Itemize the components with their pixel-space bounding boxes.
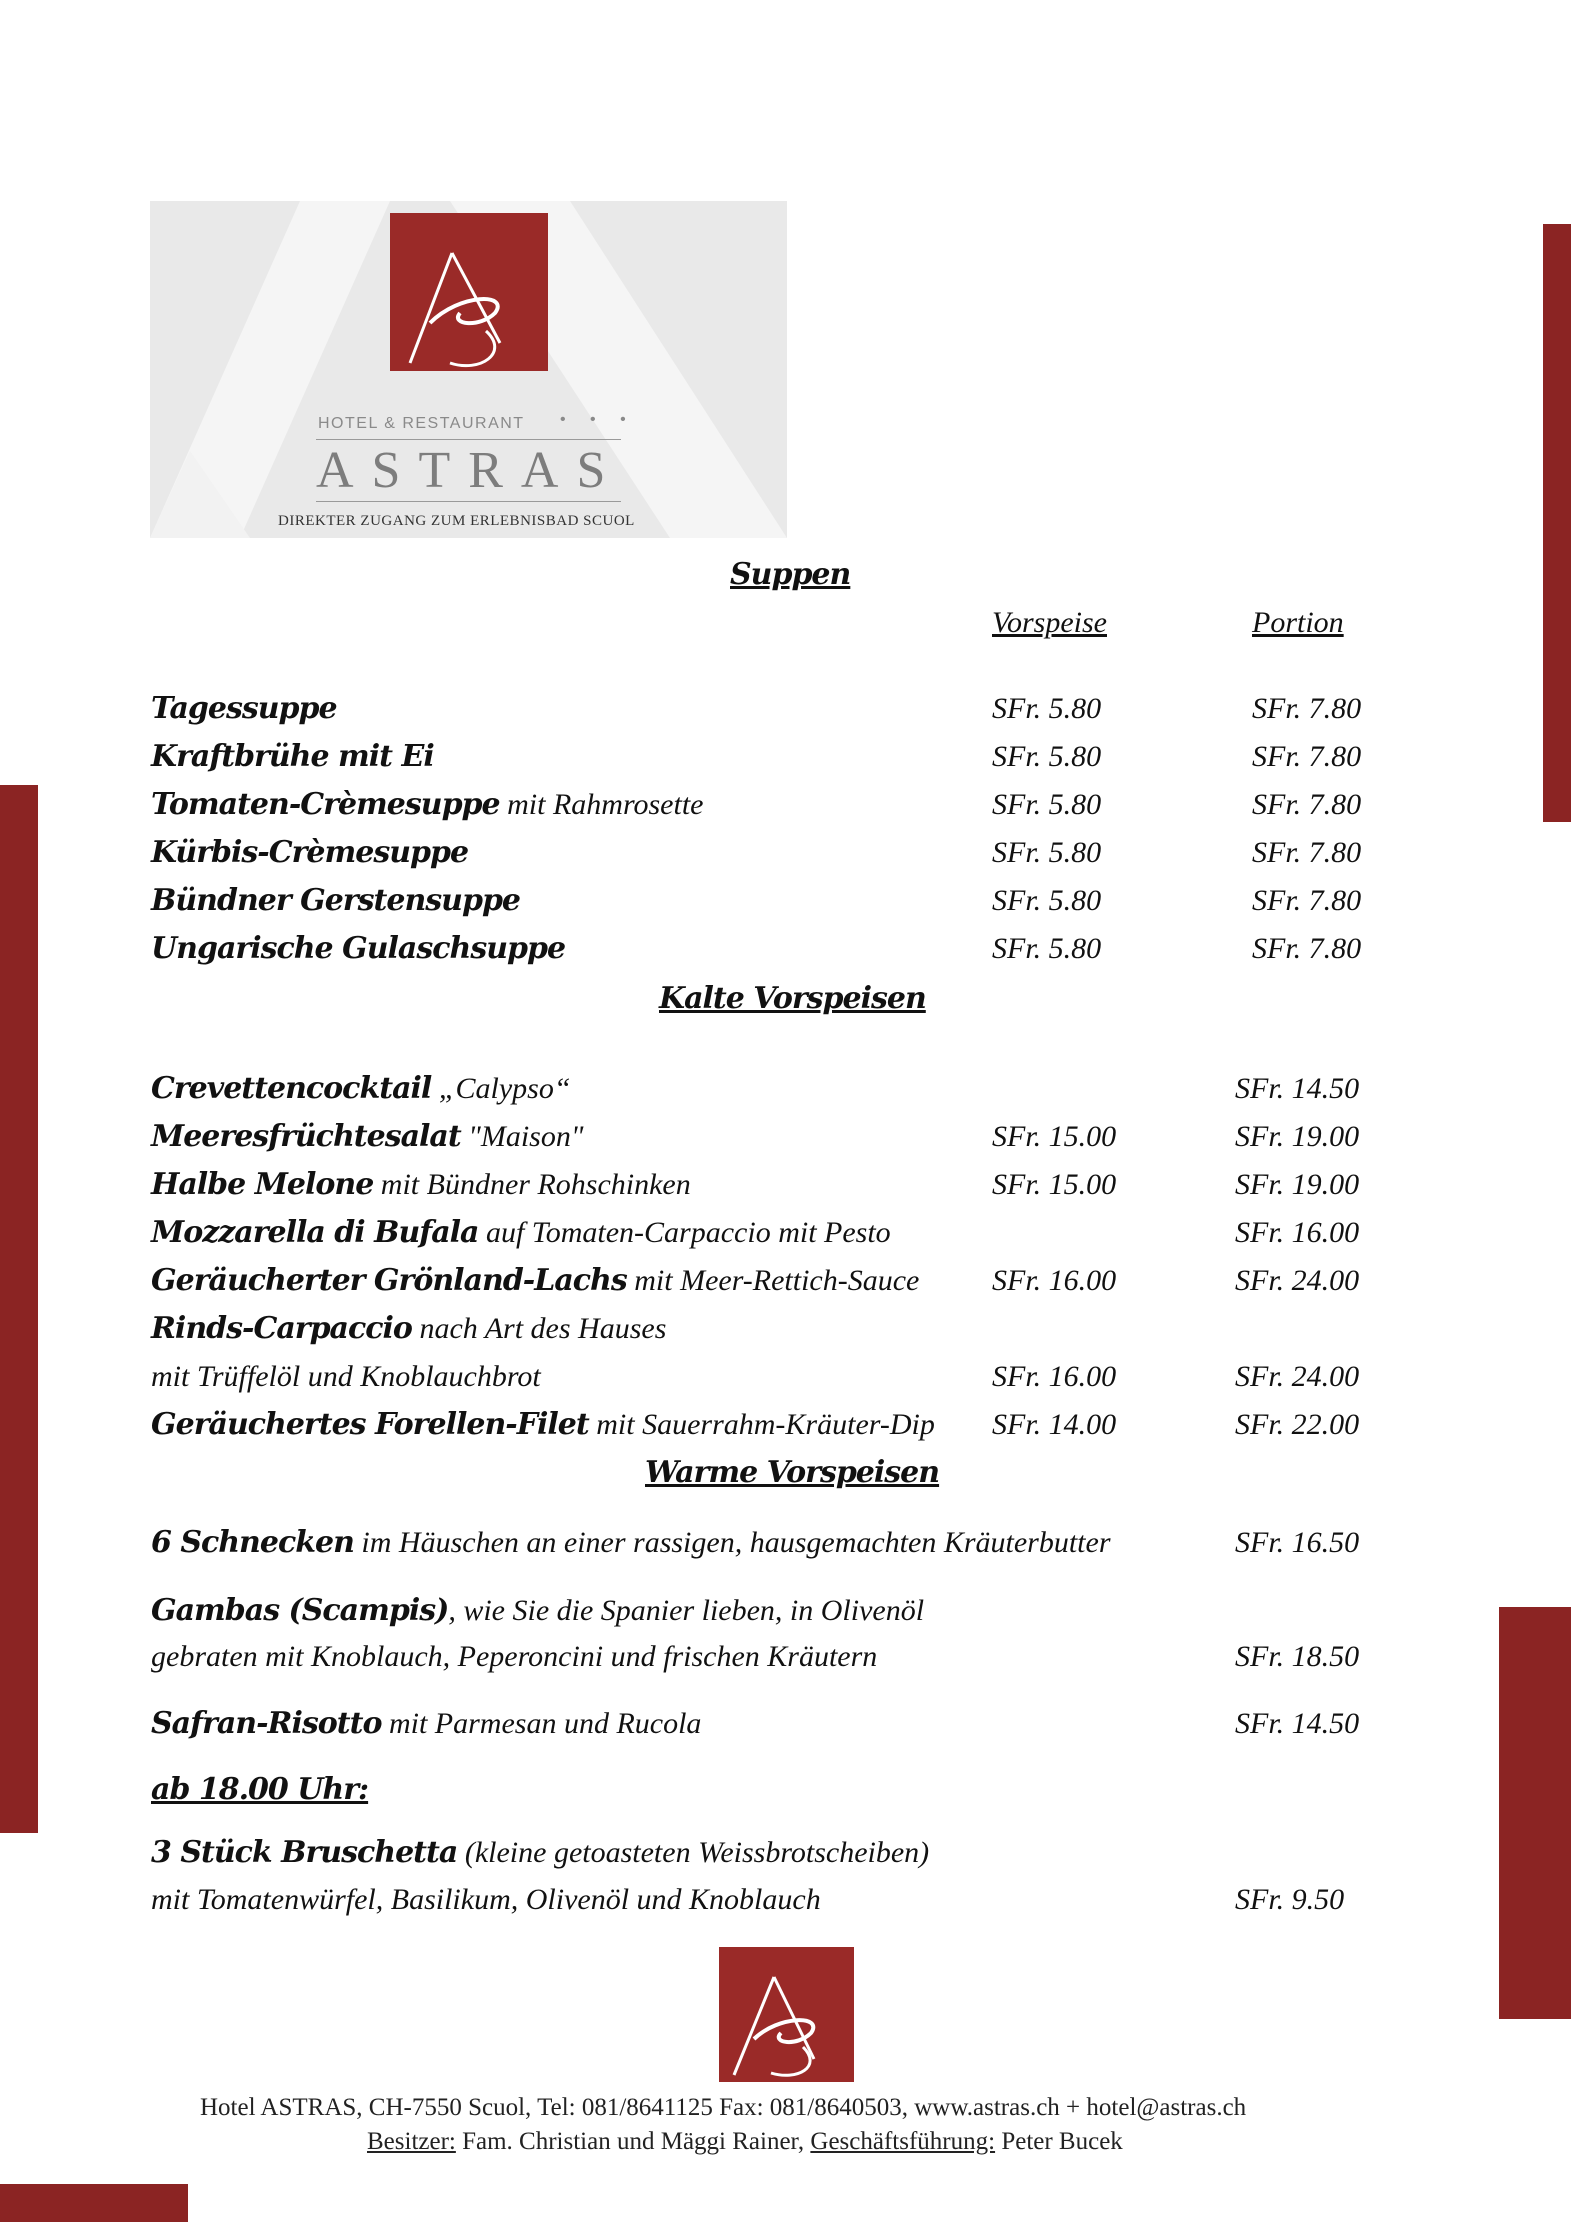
price-portion: SFr. 24.00	[1235, 1360, 1360, 1393]
price-portion: SFr. 19.00	[1235, 1168, 1360, 1201]
price-portion: SFr. 7.80	[1252, 692, 1362, 725]
item-name: Kürbis-Crèmesuppe	[151, 835, 469, 870]
menu-item-continuation	[151, 1362, 541, 1392]
footer-owners	[367, 2128, 1123, 2156]
item-description: mit Rahmrosette	[499, 788, 704, 821]
price-vorspeise: SFr. 5.80	[992, 932, 1102, 965]
price-vorspeise: SFr. 16.00	[992, 1264, 1117, 1297]
price-portion: SFr. 7.80	[1252, 740, 1362, 773]
item-description: , wie Sie die Spanier lieben, in Olivenöl	[448, 1594, 925, 1627]
menu-item	[151, 1835, 930, 1870]
item-description: nach Art des Hauses	[411, 1312, 667, 1345]
menu-item	[151, 691, 337, 726]
brand-bar-left	[0, 785, 38, 1833]
item-name: Geräucherter Grönland-Lachs	[151, 1263, 627, 1298]
item-name: Crevettencocktail	[151, 1071, 432, 1106]
item-name: Gambas (Scampis)	[151, 1593, 449, 1628]
item-name: Kraftbrühe mit Ei	[151, 739, 434, 774]
item-name: Mozzarella di Bufala	[151, 1215, 479, 1250]
price-portion: SFr. 14.50	[1235, 1072, 1360, 1105]
menu-item-continuation	[151, 1885, 821, 1915]
item-description: "Maison"	[460, 1120, 584, 1153]
section-title-kalte-vorspeisen: Kalte Vorspeisen	[659, 981, 926, 1016]
section-title-warme-vorspeisen: Warme Vorspeisen	[645, 1455, 940, 1490]
price-portion: SFr. 7.80	[1252, 884, 1362, 917]
price-vorspeise: SFr. 16.00	[992, 1360, 1117, 1393]
item-description: mit Bündner Rohschinken	[373, 1168, 691, 1201]
menu-item	[151, 1167, 691, 1202]
price-vorspeise: SFr. 15.00	[992, 1120, 1117, 1153]
management-text: Peter Bucek	[995, 2128, 1123, 2155]
item-name: Meeresfrüchtesalat	[151, 1119, 461, 1154]
menu-item	[151, 1525, 1111, 1560]
management-label: Geschäftsführung:	[810, 2128, 996, 2155]
item-name: Rinds-Carpaccio	[151, 1311, 412, 1346]
item-name: Halbe Melone	[151, 1167, 374, 1202]
item-name: Bündner Gerstensuppe	[151, 883, 521, 918]
owner-text: Fam. Christian und Mäggi Rainer,	[455, 2128, 811, 2155]
logo-tagline: DIREKTER ZUGANG ZUM ERLEBNISBAD SCUOL	[278, 513, 635, 529]
menu-item	[151, 1407, 935, 1442]
menu-item	[151, 931, 566, 966]
item-name: Tomaten-Crèmesuppe	[151, 787, 500, 822]
item-description: (kleine getoasteten Weissbrotscheiben)	[457, 1836, 930, 1869]
price-vorspeise: SFr. 5.80	[992, 788, 1102, 821]
price-portion: SFr. 9.50	[1235, 1883, 1345, 1916]
menu-item	[151, 739, 434, 774]
item-name: 3 Stück Bruschetta	[151, 1835, 458, 1870]
owner-label: Besitzer:	[367, 2128, 456, 2155]
price-portion: SFr. 16.50	[1235, 1526, 1360, 1559]
price-vorspeise: SFr. 5.80	[992, 692, 1102, 725]
menu-item	[151, 1311, 667, 1346]
item-name: Ungarische Gulaschsuppe	[151, 931, 566, 966]
item-description: „Calypso“	[431, 1072, 571, 1105]
item-name: 6 Schnecken	[151, 1525, 354, 1560]
item-description: auf Tomaten-Carpaccio mit Pesto	[478, 1216, 891, 1249]
footer-logo-icon	[719, 1947, 854, 2082]
brand-bar-right-top	[1543, 224, 1571, 822]
menu-item	[151, 1215, 891, 1250]
item-name: Safran-Risotto	[151, 1706, 382, 1741]
logo-mark-icon	[390, 213, 548, 371]
item-description: im Häuschen an einer rassigen, hausgemachten Kräuterbutter	[353, 1526, 1111, 1559]
menu-item-continuation	[151, 1642, 877, 1672]
price-vorspeise: SFr. 14.00	[992, 1408, 1117, 1441]
menu-item	[151, 1263, 920, 1298]
price-vorspeise: SFr. 5.80	[992, 836, 1102, 869]
item-description: mit Parmesan und Rucola	[381, 1707, 702, 1740]
logo-rule-bottom	[316, 501, 621, 502]
item-description: mit Meer-Rettich-Sauce	[626, 1264, 920, 1297]
logo-stars: • • •	[560, 411, 636, 428]
menu-item	[151, 1119, 584, 1154]
hotel-logo	[150, 201, 787, 538]
item-name: Tagessuppe	[151, 691, 337, 726]
brand-bar-right-bottom	[1499, 1607, 1571, 2019]
price-vorspeise: SFr. 5.80	[992, 740, 1102, 773]
column-header-vorspeise: Vorspeise	[992, 606, 1107, 639]
column-header-portion: Portion	[1252, 606, 1344, 639]
price-portion: SFr. 19.00	[1235, 1120, 1360, 1153]
price-portion: SFr. 16.00	[1235, 1216, 1360, 1249]
item-description: mit Trüffelöl und Knoblauchbrot	[151, 1360, 541, 1393]
item-description: mit Sauerrahm-Kräuter-Dip	[588, 1408, 935, 1441]
menu-item	[151, 883, 521, 918]
price-portion: SFr. 24.00	[1235, 1264, 1360, 1297]
item-name: Geräuchertes Forellen-Filet	[151, 1407, 589, 1442]
price-portion: SFr. 18.50	[1235, 1640, 1360, 1673]
price-vorspeise: SFr. 15.00	[992, 1168, 1117, 1201]
logo-name: ASTRAS	[316, 442, 624, 499]
price-portion: SFr. 7.80	[1252, 788, 1362, 821]
footer-address: Hotel ASTRAS, CH-7550 Scuol, Tel: 081/8641125 Fax: 081/8640503, www.astras.ch + hotel@astras.ch	[200, 2094, 1247, 2121]
price-portion: SFr. 14.50	[1235, 1707, 1360, 1740]
logo-subtitle: HOTEL & RESTAURANT	[318, 415, 525, 432]
menu-item	[151, 835, 469, 870]
evening-label: ab 18.00 Uhr:	[151, 1772, 369, 1807]
menu-item	[151, 1071, 571, 1106]
section-title-suppen: Suppen	[730, 557, 851, 592]
price-portion: SFr. 7.80	[1252, 836, 1362, 869]
brand-bar-bottom-left	[0, 2184, 188, 2222]
menu-item	[151, 787, 704, 822]
logo-rule-top	[316, 439, 621, 440]
price-portion: SFr. 7.80	[1252, 932, 1362, 965]
price-vorspeise: SFr. 5.80	[992, 884, 1102, 917]
item-description: mit Tomatenwürfel, Basilikum, Olivenöl und Knoblauch	[151, 1883, 821, 1916]
price-portion: SFr. 22.00	[1235, 1408, 1360, 1441]
item-description: gebraten mit Knoblauch, Peperoncini und frischen Kräutern	[151, 1640, 878, 1673]
menu-item	[151, 1593, 925, 1628]
menu-item	[151, 1706, 702, 1741]
